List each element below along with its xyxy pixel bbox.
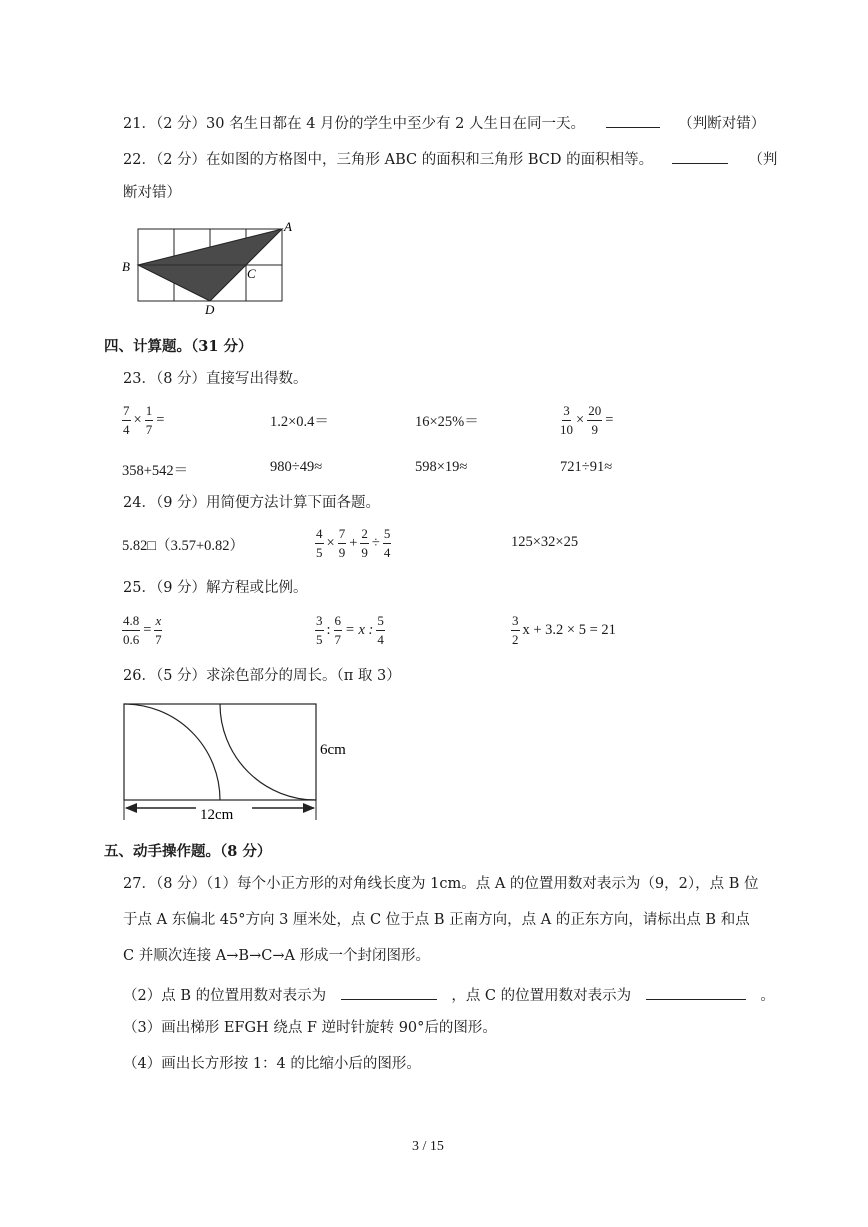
question-25-text: 25．（9 分）解方程或比例。 (123, 580, 308, 596)
calc-23-8: 721÷91≈ (560, 459, 613, 475)
part-2-text-c: 。 (760, 988, 775, 1004)
judge-label-continued: 断对错） (123, 185, 181, 201)
answer-blank (606, 115, 660, 128)
fraction: $\frac{x}{7}$ (155, 613, 162, 647)
fraction: $\frac{4}{5}$ (316, 526, 323, 560)
page-number: 3 / 15 (412, 1139, 444, 1154)
fraction: $\frac{4.8}{0.6}$ (123, 613, 140, 647)
grid-triangle-figure (118, 218, 303, 318)
calc-23-6: 980÷49≈ (270, 459, 323, 475)
right-quarter-arc (220, 704, 316, 800)
calc-24-2: $\frac{4}{5}$ × $\frac{7}{9}$ + $\frac{2}{9}$ ÷ $\frac{5}{4}$ (316, 526, 391, 560)
calc-23-5: 358+542＝ (122, 463, 189, 479)
rectangle-arc-figure (118, 698, 358, 826)
calc-23-7: 598×19≈ (415, 459, 468, 475)
equation-25-2: $\frac{3}{5}$ : $\frac{6}{7}$ = x : $\frac{5}{4}$ (316, 613, 384, 647)
question-27-part-4: （4）画出长方形按 1：4 的比缩小后的图形。 (123, 1056, 421, 1072)
question-27-line-1: 27．（8 分）（1）每个小正方形的对角线长度为 1cm。点 A 的位置用数对表示为（9，2），点 B 位 (123, 876, 759, 892)
question-23-text: 23．（8 分）直接写出得数。 (123, 371, 308, 387)
section-4-title: 四、计算题。（31 分） (104, 338, 253, 355)
equation-25-1: $\frac{4.8}{0.6}$ = $\frac{x}{7}$ (123, 613, 162, 647)
question-27-line-3: C 并顺次连接 A→B→C→A 形成一个封闭图形。 (123, 948, 431, 964)
judge-label: （判 (748, 152, 778, 168)
calc-23-3: 16×25%＝ (415, 414, 479, 430)
calc-24-3: 125×32×25 (511, 534, 579, 550)
point-c-label: C (247, 266, 256, 281)
point-a-label: A (284, 219, 292, 234)
calc-24-1: 5.82□（3.57+0.82） (122, 538, 245, 554)
question-27-part-2 (123, 987, 775, 1004)
width-label: 12cm (200, 807, 234, 823)
judge-label: （判断对错） (678, 116, 766, 132)
fraction: $\frac{7}{4}$ (123, 403, 130, 437)
fraction: $\frac{3}{2}$ (512, 613, 519, 647)
arrow-right (303, 803, 315, 813)
fraction: $\frac{20}{9}$ (588, 403, 602, 437)
answer-blank-b (341, 987, 437, 1000)
fraction: $\frac{1}{7}$ (145, 403, 153, 437)
question-24-text: 24．（9 分）用简便方法计算下面各题。 (123, 495, 381, 511)
question-21 (123, 115, 765, 132)
answer-blank (672, 151, 728, 164)
fraction: $\frac{2}{9}$ (361, 526, 368, 560)
section-5-title: 五、动手操作题。（8 分） (104, 843, 272, 860)
question-26-text: 26．（5 分）求涂色部分的周长。（π 取 3） (123, 668, 401, 684)
part-2-text-a: （2）点 B 的位置用数对表示为 (123, 988, 327, 1004)
left-quarter-arc (124, 704, 220, 800)
rectangle (124, 704, 316, 800)
question-22 (123, 151, 777, 168)
fraction: $\frac{5}{4}$ (383, 526, 391, 560)
point-b-label: B (122, 259, 130, 274)
fraction: $\frac{3}{5}$ (316, 613, 323, 647)
fraction: $\frac{7}{9}$ (338, 526, 346, 560)
height-label: 6cm (320, 742, 346, 758)
point-d-label: D (205, 302, 215, 317)
question-22-text: 22．（2 分）在如图的方格图中，三角形 ABC 的面积和三角形 BCD 的面积相等。 (123, 152, 654, 168)
calc-23-4: $\frac{3}{10}$ × $\frac{20}{9}$ = (560, 403, 614, 437)
question-21-text: 21．（2 分）30 名生日都在 4 月份的学生中至少有 2 人生日在同一天。 (123, 116, 585, 132)
arrow-left (125, 803, 137, 813)
fraction: $\frac{5}{4}$ (377, 613, 384, 647)
calc-23-2: 1.2×0.4＝ (270, 414, 329, 430)
question-27-line-2: 于点 A 东偏北 45°方向 3 厘米处，点 C 位于点 B 正南方向，点 A 的正东方向，请标出点 B 和点 (123, 912, 750, 928)
equation-25-3: $\frac{3}{2}$ x + 3.2 × 5 = 21 (512, 613, 616, 647)
part-2-text-b: ，点 C 的位置用数对表示为 (451, 988, 632, 1004)
fraction: $\frac{3}{10}$ (560, 403, 573, 437)
fraction: $\frac{6}{7}$ (334, 613, 342, 647)
calc-23-1: $\frac{7}{4}$ × $\frac{1}{7}$ = (123, 403, 165, 437)
answer-blank-c (646, 987, 746, 1000)
question-27-part-3: （3）画出梯形 EFGH 绕点 F 逆时针旋转 90°后的图形。 (123, 1020, 497, 1036)
